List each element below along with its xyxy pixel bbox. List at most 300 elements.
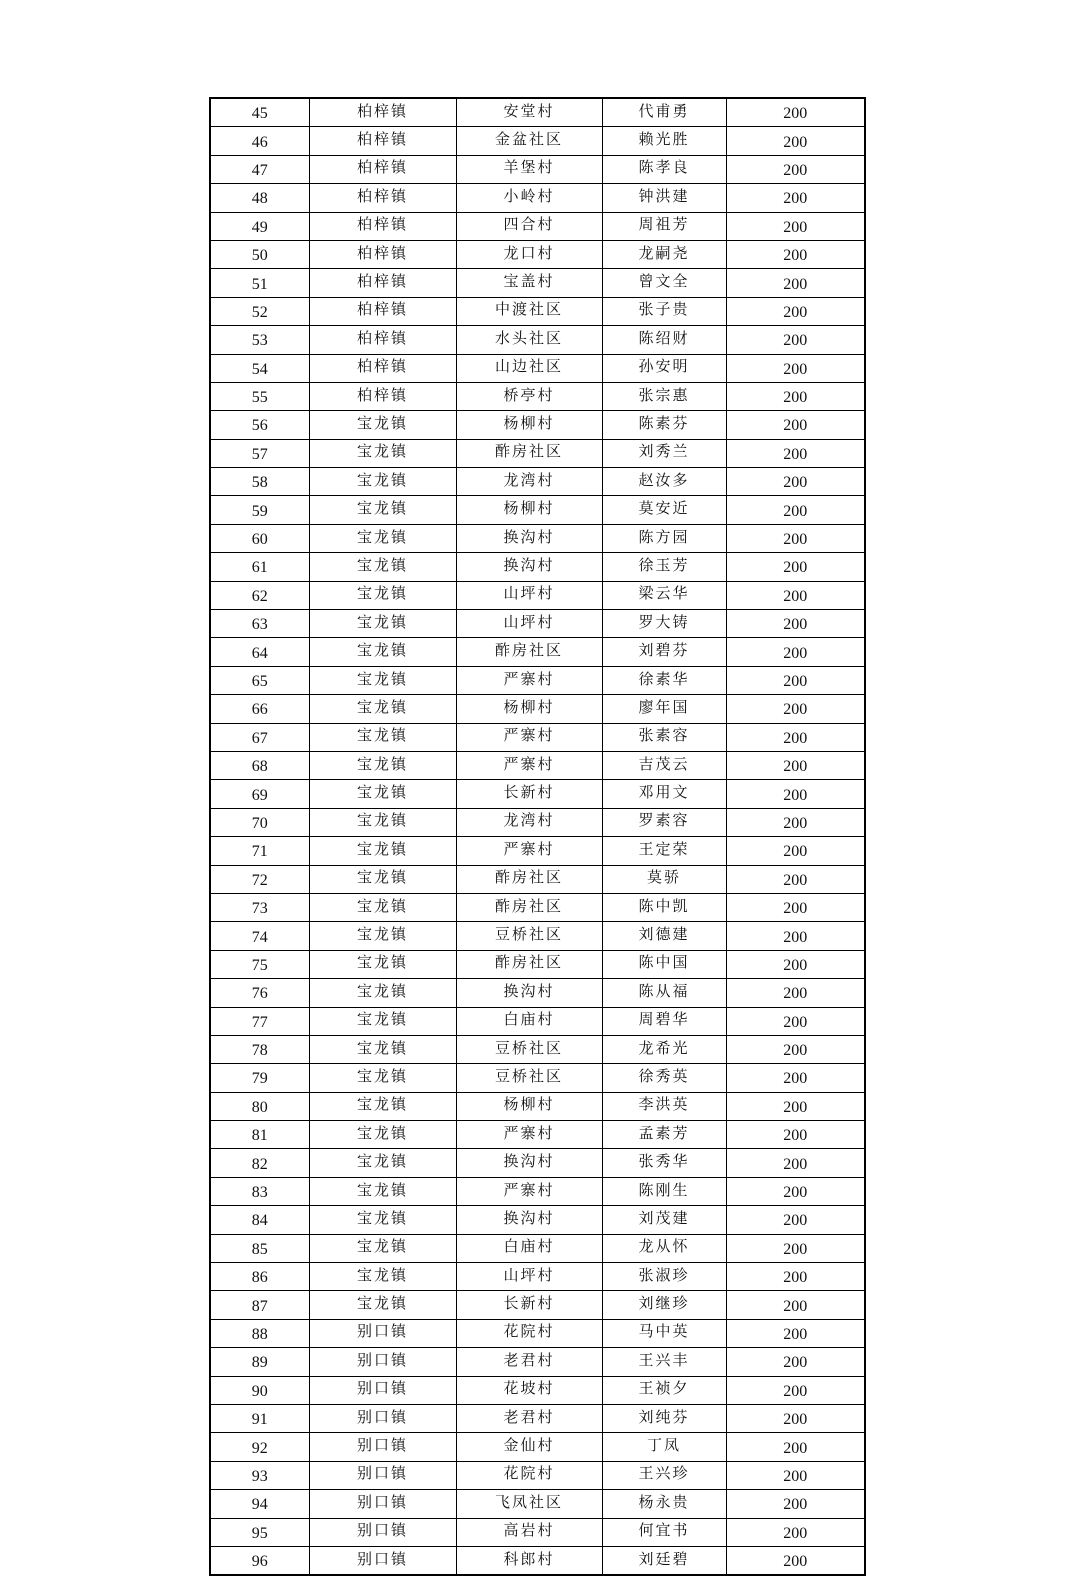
- person-name-cell: 陈中凯: [602, 893, 726, 921]
- amount-cell: 200: [726, 1149, 865, 1177]
- table-row: [210, 354, 865, 382]
- row-number-cell: 52: [210, 297, 309, 325]
- row-number-cell: 96: [210, 1546, 309, 1575]
- person-name-cell: 廖年国: [602, 695, 726, 723]
- table-row: [210, 1149, 865, 1177]
- table-row: [210, 297, 865, 325]
- table-row: [210, 1490, 865, 1518]
- village-cell: 严寨村: [456, 1177, 602, 1205]
- person-name-cell: 邓用文: [602, 780, 726, 808]
- amount-cell: 200: [726, 1064, 865, 1092]
- amount-cell: 200: [726, 581, 865, 609]
- village-cell: 安堂村: [456, 98, 602, 127]
- table-row: [210, 1461, 865, 1489]
- row-number-cell: 83: [210, 1177, 309, 1205]
- amount-cell: 200: [726, 751, 865, 779]
- amount-cell: 200: [726, 411, 865, 439]
- village-cell: 换沟村: [456, 524, 602, 552]
- person-name-cell: 刘德建: [602, 922, 726, 950]
- table-row: [210, 553, 865, 581]
- amount-cell: 200: [726, 808, 865, 836]
- row-number-cell: 53: [210, 326, 309, 354]
- table-row: [210, 979, 865, 1007]
- town-cell: 宝龙镇: [309, 496, 456, 524]
- person-name-cell: 孙安明: [602, 354, 726, 382]
- person-name-cell: 徐秀英: [602, 1064, 726, 1092]
- amount-cell: 200: [726, 269, 865, 297]
- person-name-cell: 王兴珍: [602, 1461, 726, 1489]
- table-row: [210, 1348, 865, 1376]
- row-number-cell: 84: [210, 1206, 309, 1234]
- table-row: [210, 240, 865, 268]
- roster-table: [209, 97, 866, 1576]
- table-row: [210, 1234, 865, 1262]
- amount-cell: 200: [726, 950, 865, 978]
- village-cell: 花院村: [456, 1461, 602, 1489]
- row-number-cell: 77: [210, 1007, 309, 1035]
- row-number-cell: 57: [210, 439, 309, 467]
- town-cell: 别口镇: [309, 1319, 456, 1347]
- row-number-cell: 48: [210, 184, 309, 212]
- table-row: [210, 411, 865, 439]
- village-cell: 山坪村: [456, 1263, 602, 1291]
- person-name-cell: 梁云华: [602, 581, 726, 609]
- amount-cell: 200: [726, 155, 865, 183]
- amount-cell: 200: [726, 1263, 865, 1291]
- row-number-cell: 64: [210, 638, 309, 666]
- table-row: [210, 1177, 865, 1205]
- table-row: [210, 98, 865, 127]
- row-number-cell: 91: [210, 1404, 309, 1432]
- town-cell: 柏梓镇: [309, 240, 456, 268]
- table-row: [210, 1007, 865, 1035]
- town-cell: 宝龙镇: [309, 1092, 456, 1120]
- row-number-cell: 55: [210, 382, 309, 410]
- amount-cell: 200: [726, 1234, 865, 1262]
- table-row: [210, 893, 865, 921]
- amount-cell: 200: [726, 553, 865, 581]
- table-row: [210, 638, 865, 666]
- person-name-cell: 王定荣: [602, 837, 726, 865]
- amount-cell: 200: [726, 524, 865, 552]
- amount-cell: 200: [726, 1461, 865, 1489]
- row-number-cell: 90: [210, 1376, 309, 1404]
- town-cell: 别口镇: [309, 1518, 456, 1546]
- amount-cell: 200: [726, 1035, 865, 1063]
- village-cell: 豆桥社区: [456, 1035, 602, 1063]
- amount-cell: 200: [726, 638, 865, 666]
- table-row: [210, 723, 865, 751]
- row-number-cell: 59: [210, 496, 309, 524]
- town-cell: 宝龙镇: [309, 1177, 456, 1205]
- row-number-cell: 89: [210, 1348, 309, 1376]
- person-name-cell: 周碧华: [602, 1007, 726, 1035]
- amount-cell: 200: [726, 1376, 865, 1404]
- town-cell: 宝龙镇: [309, 468, 456, 496]
- row-number-cell: 54: [210, 354, 309, 382]
- person-name-cell: 龙从怀: [602, 1234, 726, 1262]
- town-cell: 宝龙镇: [309, 723, 456, 751]
- table-row: [210, 581, 865, 609]
- town-cell: 别口镇: [309, 1461, 456, 1489]
- table-row: [210, 808, 865, 836]
- person-name-cell: 赵汝多: [602, 468, 726, 496]
- village-cell: 老君村: [456, 1348, 602, 1376]
- amount-cell: 200: [726, 922, 865, 950]
- row-number-cell: 67: [210, 723, 309, 751]
- row-number-cell: 82: [210, 1149, 309, 1177]
- person-name-cell: 王祯夕: [602, 1376, 726, 1404]
- amount-cell: 200: [726, 1348, 865, 1376]
- row-number-cell: 74: [210, 922, 309, 950]
- village-cell: 老君村: [456, 1404, 602, 1432]
- town-cell: 宝龙镇: [309, 979, 456, 1007]
- row-number-cell: 56: [210, 411, 309, 439]
- village-cell: 龙湾村: [456, 468, 602, 496]
- town-cell: 宝龙镇: [309, 1206, 456, 1234]
- row-number-cell: 86: [210, 1263, 309, 1291]
- amount-cell: 200: [726, 297, 865, 325]
- table-row: [210, 1546, 865, 1575]
- village-cell: 长新村: [456, 1291, 602, 1319]
- row-number-cell: 45: [210, 98, 309, 127]
- village-cell: 龙湾村: [456, 808, 602, 836]
- village-cell: 酢房社区: [456, 893, 602, 921]
- person-name-cell: 陈方园: [602, 524, 726, 552]
- amount-cell: 200: [726, 893, 865, 921]
- table-row: [210, 1291, 865, 1319]
- town-cell: 柏梓镇: [309, 98, 456, 127]
- row-number-cell: 68: [210, 751, 309, 779]
- table-row: [210, 865, 865, 893]
- town-cell: 宝龙镇: [309, 1149, 456, 1177]
- person-name-cell: 钟洪建: [602, 184, 726, 212]
- person-name-cell: 吉茂云: [602, 751, 726, 779]
- row-number-cell: 73: [210, 893, 309, 921]
- village-cell: 酢房社区: [456, 638, 602, 666]
- person-name-cell: 王兴丰: [602, 1348, 726, 1376]
- village-cell: 水头社区: [456, 326, 602, 354]
- row-number-cell: 61: [210, 553, 309, 581]
- amount-cell: 200: [726, 1177, 865, 1205]
- person-name-cell: 张宗惠: [602, 382, 726, 410]
- person-name-cell: 刘纯芬: [602, 1404, 726, 1432]
- amount-cell: 200: [726, 1546, 865, 1575]
- amount-cell: 200: [726, 1092, 865, 1120]
- row-number-cell: 76: [210, 979, 309, 1007]
- table-row: [210, 666, 865, 694]
- row-number-cell: 93: [210, 1461, 309, 1489]
- village-cell: 金盆社区: [456, 127, 602, 155]
- row-number-cell: 92: [210, 1433, 309, 1461]
- row-number-cell: 95: [210, 1518, 309, 1546]
- table-row: [210, 1035, 865, 1063]
- row-number-cell: 88: [210, 1319, 309, 1347]
- village-cell: 杨柳村: [456, 1092, 602, 1120]
- person-name-cell: 孟素芳: [602, 1121, 726, 1149]
- amount-cell: 200: [726, 1121, 865, 1149]
- village-cell: 四合村: [456, 212, 602, 240]
- town-cell: 宝龙镇: [309, 1121, 456, 1149]
- table-row: [210, 127, 865, 155]
- village-cell: 中渡社区: [456, 297, 602, 325]
- person-name-cell: 马中英: [602, 1319, 726, 1347]
- person-name-cell: 刘秀兰: [602, 439, 726, 467]
- person-name-cell: 刘廷碧: [602, 1546, 726, 1575]
- person-name-cell: 龙希光: [602, 1035, 726, 1063]
- person-name-cell: 罗大铸: [602, 610, 726, 638]
- amount-cell: 200: [726, 666, 865, 694]
- amount-cell: 200: [726, 354, 865, 382]
- village-cell: 山坪村: [456, 610, 602, 638]
- amount-cell: 200: [726, 723, 865, 751]
- amount-cell: 200: [726, 326, 865, 354]
- person-name-cell: 陈孝良: [602, 155, 726, 183]
- row-number-cell: 63: [210, 610, 309, 638]
- village-cell: 杨柳村: [456, 411, 602, 439]
- row-number-cell: 50: [210, 240, 309, 268]
- person-name-cell: 陈中国: [602, 950, 726, 978]
- row-number-cell: 87: [210, 1291, 309, 1319]
- amount-cell: 200: [726, 1319, 865, 1347]
- person-name-cell: 龙嗣尧: [602, 240, 726, 268]
- village-cell: 换沟村: [456, 1149, 602, 1177]
- town-cell: 宝龙镇: [309, 1291, 456, 1319]
- amount-cell: 200: [726, 780, 865, 808]
- village-cell: 酢房社区: [456, 865, 602, 893]
- town-cell: 宝龙镇: [309, 581, 456, 609]
- table-row: [210, 1319, 865, 1347]
- amount-cell: 200: [726, 496, 865, 524]
- person-name-cell: 陈绍财: [602, 326, 726, 354]
- amount-cell: 200: [726, 1518, 865, 1546]
- amount-cell: 200: [726, 127, 865, 155]
- village-cell: 酢房社区: [456, 950, 602, 978]
- row-number-cell: 46: [210, 127, 309, 155]
- village-cell: 羊堡村: [456, 155, 602, 183]
- row-number-cell: 51: [210, 269, 309, 297]
- village-cell: 酢房社区: [456, 439, 602, 467]
- row-number-cell: 78: [210, 1035, 309, 1063]
- village-cell: 花院村: [456, 1319, 602, 1347]
- town-cell: 宝龙镇: [309, 1234, 456, 1262]
- village-cell: 高岩村: [456, 1518, 602, 1546]
- person-name-cell: 徐素华: [602, 666, 726, 694]
- amount-cell: 200: [726, 837, 865, 865]
- town-cell: 柏梓镇: [309, 382, 456, 410]
- person-name-cell: 刘碧芬: [602, 638, 726, 666]
- town-cell: 宝龙镇: [309, 1007, 456, 1035]
- person-name-cell: 刘茂建: [602, 1206, 726, 1234]
- town-cell: 柏梓镇: [309, 297, 456, 325]
- village-cell: 宝盖村: [456, 269, 602, 297]
- table-row: [210, 496, 865, 524]
- table-row: [210, 155, 865, 183]
- town-cell: 别口镇: [309, 1433, 456, 1461]
- amount-cell: 200: [726, 1490, 865, 1518]
- village-cell: 飞凤社区: [456, 1490, 602, 1518]
- village-cell: 长新村: [456, 780, 602, 808]
- table-row: [210, 439, 865, 467]
- village-cell: 换沟村: [456, 553, 602, 581]
- person-name-cell: 李洪英: [602, 1092, 726, 1120]
- person-name-cell: 周祖芳: [602, 212, 726, 240]
- town-cell: 宝龙镇: [309, 837, 456, 865]
- person-name-cell: 杨永贵: [602, 1490, 726, 1518]
- table-row: [210, 184, 865, 212]
- amount-cell: 200: [726, 979, 865, 1007]
- village-cell: 严寨村: [456, 1121, 602, 1149]
- person-name-cell: 代甫勇: [602, 98, 726, 127]
- town-cell: 别口镇: [309, 1348, 456, 1376]
- village-cell: 换沟村: [456, 1206, 602, 1234]
- table-row: [210, 837, 865, 865]
- amount-cell: 200: [726, 98, 865, 127]
- town-cell: 宝龙镇: [309, 411, 456, 439]
- town-cell: 宝龙镇: [309, 893, 456, 921]
- village-cell: 严寨村: [456, 723, 602, 751]
- table-row: [210, 1518, 865, 1546]
- amount-cell: 200: [726, 212, 865, 240]
- table-row: [210, 1121, 865, 1149]
- person-name-cell: 何宜书: [602, 1518, 726, 1546]
- town-cell: 宝龙镇: [309, 1064, 456, 1092]
- village-cell: 白庙村: [456, 1234, 602, 1262]
- row-number-cell: 62: [210, 581, 309, 609]
- amount-cell: 200: [726, 610, 865, 638]
- town-cell: 柏梓镇: [309, 155, 456, 183]
- village-cell: 杨柳村: [456, 496, 602, 524]
- row-number-cell: 81: [210, 1121, 309, 1149]
- table-row: [210, 1064, 865, 1092]
- row-number-cell: 79: [210, 1064, 309, 1092]
- table-row: [210, 610, 865, 638]
- town-cell: 宝龙镇: [309, 780, 456, 808]
- town-cell: 别口镇: [309, 1404, 456, 1432]
- village-cell: 桥亭村: [456, 382, 602, 410]
- table-row: [210, 1376, 865, 1404]
- table-row: [210, 922, 865, 950]
- row-number-cell: 70: [210, 808, 309, 836]
- table-row: [210, 1404, 865, 1432]
- table-row: [210, 780, 865, 808]
- town-cell: 宝龙镇: [309, 865, 456, 893]
- village-cell: 小岭村: [456, 184, 602, 212]
- person-name-cell: 莫骄: [602, 865, 726, 893]
- table-row: [210, 212, 865, 240]
- table-row: [210, 695, 865, 723]
- village-cell: 山边社区: [456, 354, 602, 382]
- town-cell: 宝龙镇: [309, 553, 456, 581]
- amount-cell: 200: [726, 1433, 865, 1461]
- town-cell: 别口镇: [309, 1490, 456, 1518]
- village-cell: 严寨村: [456, 751, 602, 779]
- person-name-cell: 张素容: [602, 723, 726, 751]
- person-name-cell: 张秀华: [602, 1149, 726, 1177]
- village-cell: 科郎村: [456, 1546, 602, 1575]
- person-name-cell: 罗素容: [602, 808, 726, 836]
- table-row: [210, 1263, 865, 1291]
- town-cell: 柏梓镇: [309, 127, 456, 155]
- table-row: [210, 950, 865, 978]
- amount-cell: 200: [726, 1007, 865, 1035]
- table-row: [210, 468, 865, 496]
- row-number-cell: 65: [210, 666, 309, 694]
- town-cell: 宝龙镇: [309, 922, 456, 950]
- person-name-cell: 刘继珍: [602, 1291, 726, 1319]
- village-cell: 白庙村: [456, 1007, 602, 1035]
- village-cell: 换沟村: [456, 979, 602, 1007]
- amount-cell: 200: [726, 1206, 865, 1234]
- village-cell: 严寨村: [456, 837, 602, 865]
- town-cell: 宝龙镇: [309, 1263, 456, 1291]
- village-cell: 严寨村: [456, 666, 602, 694]
- row-number-cell: 75: [210, 950, 309, 978]
- table-row: [210, 269, 865, 297]
- amount-cell: 200: [726, 1291, 865, 1319]
- village-cell: 豆桥社区: [456, 922, 602, 950]
- town-cell: 柏梓镇: [309, 354, 456, 382]
- row-number-cell: 66: [210, 695, 309, 723]
- town-cell: 宝龙镇: [309, 695, 456, 723]
- person-name-cell: 徐玉芳: [602, 553, 726, 581]
- row-number-cell: 71: [210, 837, 309, 865]
- row-number-cell: 69: [210, 780, 309, 808]
- town-cell: 别口镇: [309, 1546, 456, 1575]
- amount-cell: 200: [726, 1404, 865, 1432]
- person-name-cell: 曾文全: [602, 269, 726, 297]
- row-number-cell: 72: [210, 865, 309, 893]
- row-number-cell: 85: [210, 1234, 309, 1262]
- table-row: [210, 1092, 865, 1120]
- town-cell: 宝龙镇: [309, 524, 456, 552]
- town-cell: 宝龙镇: [309, 808, 456, 836]
- table-row: [210, 751, 865, 779]
- person-name-cell: 莫安近: [602, 496, 726, 524]
- town-cell: 宝龙镇: [309, 666, 456, 694]
- town-cell: 柏梓镇: [309, 269, 456, 297]
- roster-table-body: [210, 98, 865, 1575]
- town-cell: 柏梓镇: [309, 212, 456, 240]
- town-cell: 柏梓镇: [309, 326, 456, 354]
- town-cell: 宝龙镇: [309, 950, 456, 978]
- table-row: [210, 524, 865, 552]
- person-name-cell: 陈素芬: [602, 411, 726, 439]
- village-cell: 杨柳村: [456, 695, 602, 723]
- village-cell: 山坪村: [456, 581, 602, 609]
- village-cell: 龙口村: [456, 240, 602, 268]
- amount-cell: 200: [726, 439, 865, 467]
- row-number-cell: 80: [210, 1092, 309, 1120]
- town-cell: 宝龙镇: [309, 610, 456, 638]
- town-cell: 宝龙镇: [309, 638, 456, 666]
- table-row: [210, 1206, 865, 1234]
- town-cell: 别口镇: [309, 1376, 456, 1404]
- row-number-cell: 60: [210, 524, 309, 552]
- amount-cell: 200: [726, 184, 865, 212]
- town-cell: 柏梓镇: [309, 184, 456, 212]
- table-row: [210, 1433, 865, 1461]
- person-name-cell: 赖光胜: [602, 127, 726, 155]
- row-number-cell: 58: [210, 468, 309, 496]
- amount-cell: 200: [726, 382, 865, 410]
- amount-cell: 200: [726, 695, 865, 723]
- row-number-cell: 94: [210, 1490, 309, 1518]
- person-name-cell: 张子贵: [602, 297, 726, 325]
- amount-cell: 200: [726, 240, 865, 268]
- person-name-cell: 张淑珍: [602, 1263, 726, 1291]
- row-number-cell: 49: [210, 212, 309, 240]
